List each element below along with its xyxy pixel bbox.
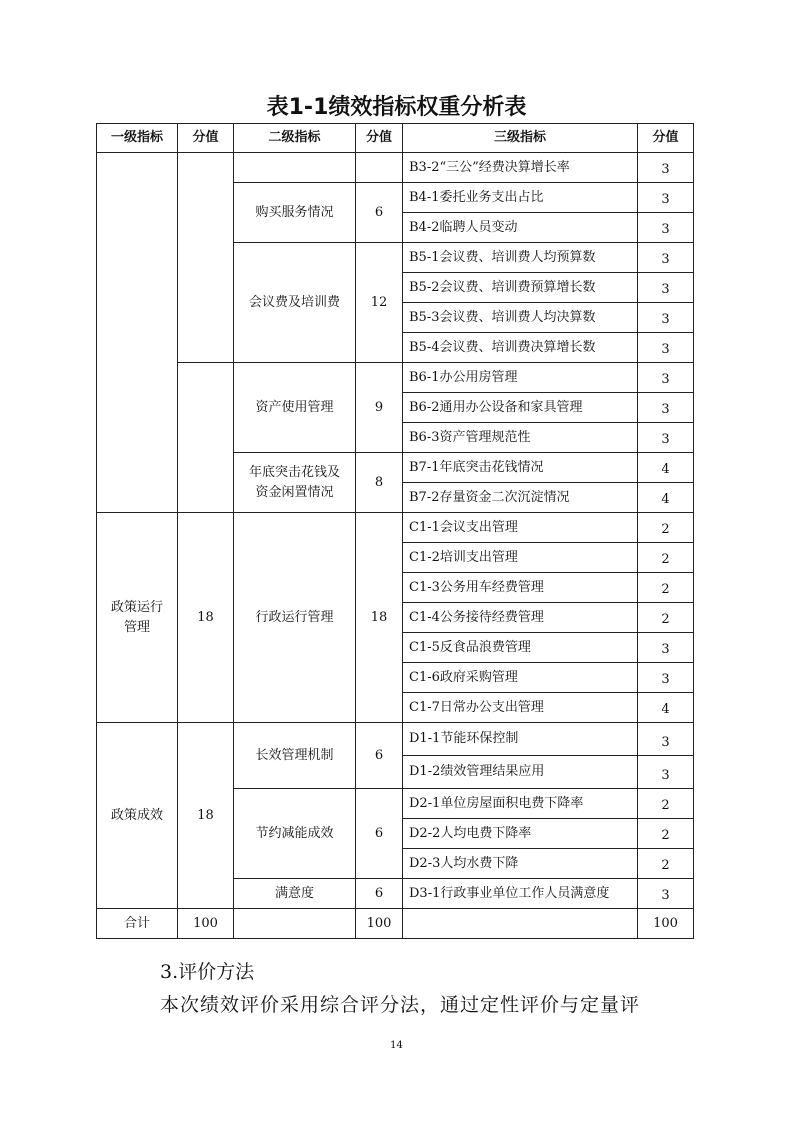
level3-score: 3 [638,183,694,213]
level3-score: 3 [638,879,694,909]
level3-name: C1-2培训支出管理 [403,543,638,573]
header-level2: 二级指标 [234,124,356,153]
header-level3: 三级指标 [403,124,638,153]
level2-name: 长效管理机制 [234,723,356,789]
level3-name: B5-3会议费、培训费人均决算数 [403,303,638,333]
level1-score: 18 [178,723,234,909]
page-number: 14 [390,1040,403,1051]
table-title: 表1-1绩效指标权重分析表 [266,95,527,120]
total-l3-score: 100 [638,909,694,939]
level3-score: 2 [638,603,694,633]
level2-score-cell [356,153,403,183]
level2-cell [234,153,356,183]
level1-name: 政策运行管理 [97,513,178,723]
total-empty [234,909,356,939]
level2-score: 12 [356,243,403,363]
level3-name: D2-2人均电费下降率 [403,819,638,849]
level3-score: 2 [638,573,694,603]
level3-score: 3 [638,213,694,243]
level2-score: 6 [356,723,403,789]
level2-name: 资产使用管理 [234,363,356,453]
body-paragraph: 本次绩效评价采用综合评分法，通过定性评价与定量评 [160,994,641,1016]
level3-score: 3 [638,663,694,693]
level3-name: D1-2绩效管理结果应用 [403,756,638,789]
level2-score: 6 [356,183,403,243]
level3-score: 2 [638,849,694,879]
level3-score: 2 [638,513,694,543]
level3-name: C1-1会议支出管理 [403,513,638,543]
level2-name: 行政运行管理 [234,513,356,723]
level3-score: 3 [638,243,694,273]
level3-name: C1-6政府采购管理 [403,663,638,693]
table-row [97,723,694,756]
header-score2: 分值 [356,124,403,153]
level3-score: 3 [638,756,694,789]
total-empty [403,909,638,939]
level3-score: 3 [638,303,694,333]
level1-score-cell [178,153,234,363]
table-row [97,153,694,183]
header-row [97,124,694,153]
level1-cell [97,153,178,513]
table-row [97,513,694,543]
level3-score: 3 [638,153,694,183]
level3-name: C1-7日常办公支出管理 [403,693,638,723]
level3-name: B4-1委托业务支出占比 [403,183,638,213]
level3-score: 4 [638,693,694,723]
level3-name: C1-4公务接待经费管理 [403,603,638,633]
level1-score-cell [178,363,234,513]
level3-name: B6-1办公用房管理 [403,363,638,393]
level1-score: 18 [178,513,234,723]
level3-name: B6-3资产管理规范性 [403,423,638,453]
level1-name: 政策成效 [97,723,178,909]
weights-table [96,123,694,939]
level3-score: 3 [638,723,694,756]
level3-score: 4 [638,483,694,513]
level3-score: 3 [638,273,694,303]
header-score3: 分值 [638,124,694,153]
total-row [97,909,694,939]
level3-name: D3-1行政事业单位工作人员满意度 [403,879,638,909]
section-heading: 3.评价方法 [160,961,255,983]
total-l1-score: 100 [178,909,234,939]
level3-name: C1-5反食品浪费管理 [403,633,638,663]
level2-score: 9 [356,363,403,453]
level2-name: 年底突击花钱及资金闲置情况 [234,453,356,513]
level3-name: B6-2通用办公设备和家具管理 [403,393,638,423]
header-score1: 分值 [178,124,234,153]
level3-score: 3 [638,633,694,663]
level2-score: 18 [356,513,403,723]
level3-name: B3-2“三公”经费决算增长率 [403,153,638,183]
level3-score: 2 [638,543,694,573]
level3-name: B4-2临聘人员变动 [403,213,638,243]
level3-name: B5-4会议费、培训费决算增长数 [403,333,638,363]
level3-score: 3 [638,363,694,393]
level3-name: B7-2存量资金二次沉淀情况 [403,483,638,513]
level3-name: B7-1年底突击花钱情况 [403,453,638,483]
table-row [97,363,694,393]
total-l2-score: 100 [356,909,403,939]
level3-name: D1-1节能环保控制 [403,723,638,756]
level3-score: 3 [638,393,694,423]
total-label: 合计 [97,909,178,939]
header-level1: 一级指标 [97,124,178,153]
level2-name: 满意度 [234,879,356,909]
level2-name: 会议费及培训费 [234,243,356,363]
level3-name: C1-3公务用车经费管理 [403,573,638,603]
level3-score: 4 [638,453,694,483]
level2-name: 购买服务情况 [234,183,356,243]
level3-name: B5-1会议费、培训费人均预算数 [403,243,638,273]
level3-name: B5-2会议费、培训费预算增长数 [403,273,638,303]
level2-score: 6 [356,789,403,879]
level2-score: 8 [356,453,403,513]
level2-name: 节约减能成效 [234,789,356,879]
level3-score: 2 [638,789,694,819]
level3-name: D2-3人均水费下降 [403,849,638,879]
level3-score: 2 [638,819,694,849]
level3-score: 3 [638,333,694,363]
level3-score: 3 [638,423,694,453]
level3-name: D2-1单位房屋面积电费下降率 [403,789,638,819]
level2-score: 6 [356,879,403,909]
